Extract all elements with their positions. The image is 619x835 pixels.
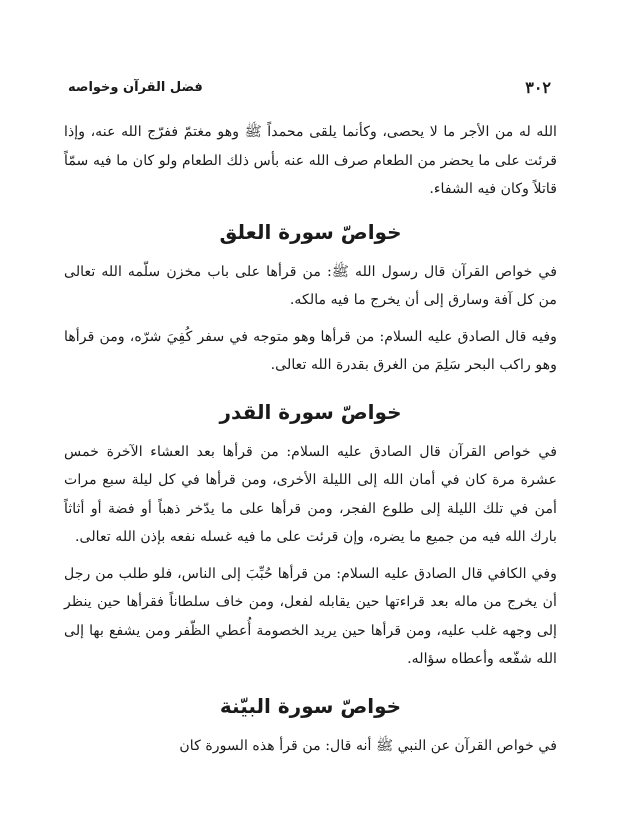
- section-heading-qadr: خواصّ سورة القدر: [219, 399, 402, 424]
- continued-paragraph: الله له من الأجر ما لا يحصى، وكأنما يلقى محمداً ﷺ وهو مغتمّ ففرّج الله عنه، وإذا قرئت على ما يحضر من الطعام صرف الله عنه بأس ذلك الطعام ولو كان ما فيه سمّاً قاتلاً وكان فيه الشفاء.: [64, 124, 557, 197]
- section-heading-alaq: خواصّ سورة العلق: [219, 219, 402, 244]
- running-title: فضل القرآن وخواصه: [68, 80, 203, 95]
- page-content: [64, 118, 557, 768]
- paragraph-alaq-1: في خواص القرآن قال رسول الله ﷺ: من قرأها على باب مخزن سلّمه الله تعالى من كل آفة وسارق إلى أن يخرج ما فيه مالكه.: [64, 263, 557, 308]
- paragraph-qadr-1: في خواص القرآن قال الصادق عليه السلام: من قرأها بعد العشاء الآخرة خمس عشرة مرة كان في أمان الله إلى الليلة الأخرى، ومن قرأها في كل ليلة سبع مرات أمن في تلك الليلة إلى طلوع الفجر، ومن قرأها على ما يدّخر ذهباً أو فضة أو أثاثاً بارك الله فيه من جميع ما يضره، وإن قرئت على ما فيه غسله نفعه بإذن الله تعالى.: [64, 443, 557, 545]
- page-number: ٣٠٢: [525, 78, 551, 97]
- page-header: [68, 78, 551, 102]
- paragraph-bayyina-1: في خواص القرآن عن النبي ﷺ أنه قال: من قرأ هذه السورة كان: [179, 737, 557, 754]
- section-heading-bayyina: خواصّ سورة البيّنة: [219, 693, 402, 718]
- paragraph-alaq-2: وفيه قال الصادق عليه السلام: من قرأها وهو متوجه في سفر كُفِيَ شرّه، ومن قرأها وهو راكب البحر سَلِمَ من الغرق بقدرة الله تعالى.: [64, 328, 557, 373]
- paragraph-qadr-2: وفي الكافي قال الصادق عليه السلام: من قرأها حُبِّبَ إلى الناس، فلو طلب من رجل أن يخرج من ماله بعد قراءتها حين يقابله لفعل، ومن خاف سلطاناً فقرأها حين ينظر إلى وجهه غلب عليه، ومن قرأها حين يريد الخصومة أُعطي الظّفر ومن يشفع بها إلى الله شفّعه وأعطاه سؤاله.: [64, 565, 557, 667]
